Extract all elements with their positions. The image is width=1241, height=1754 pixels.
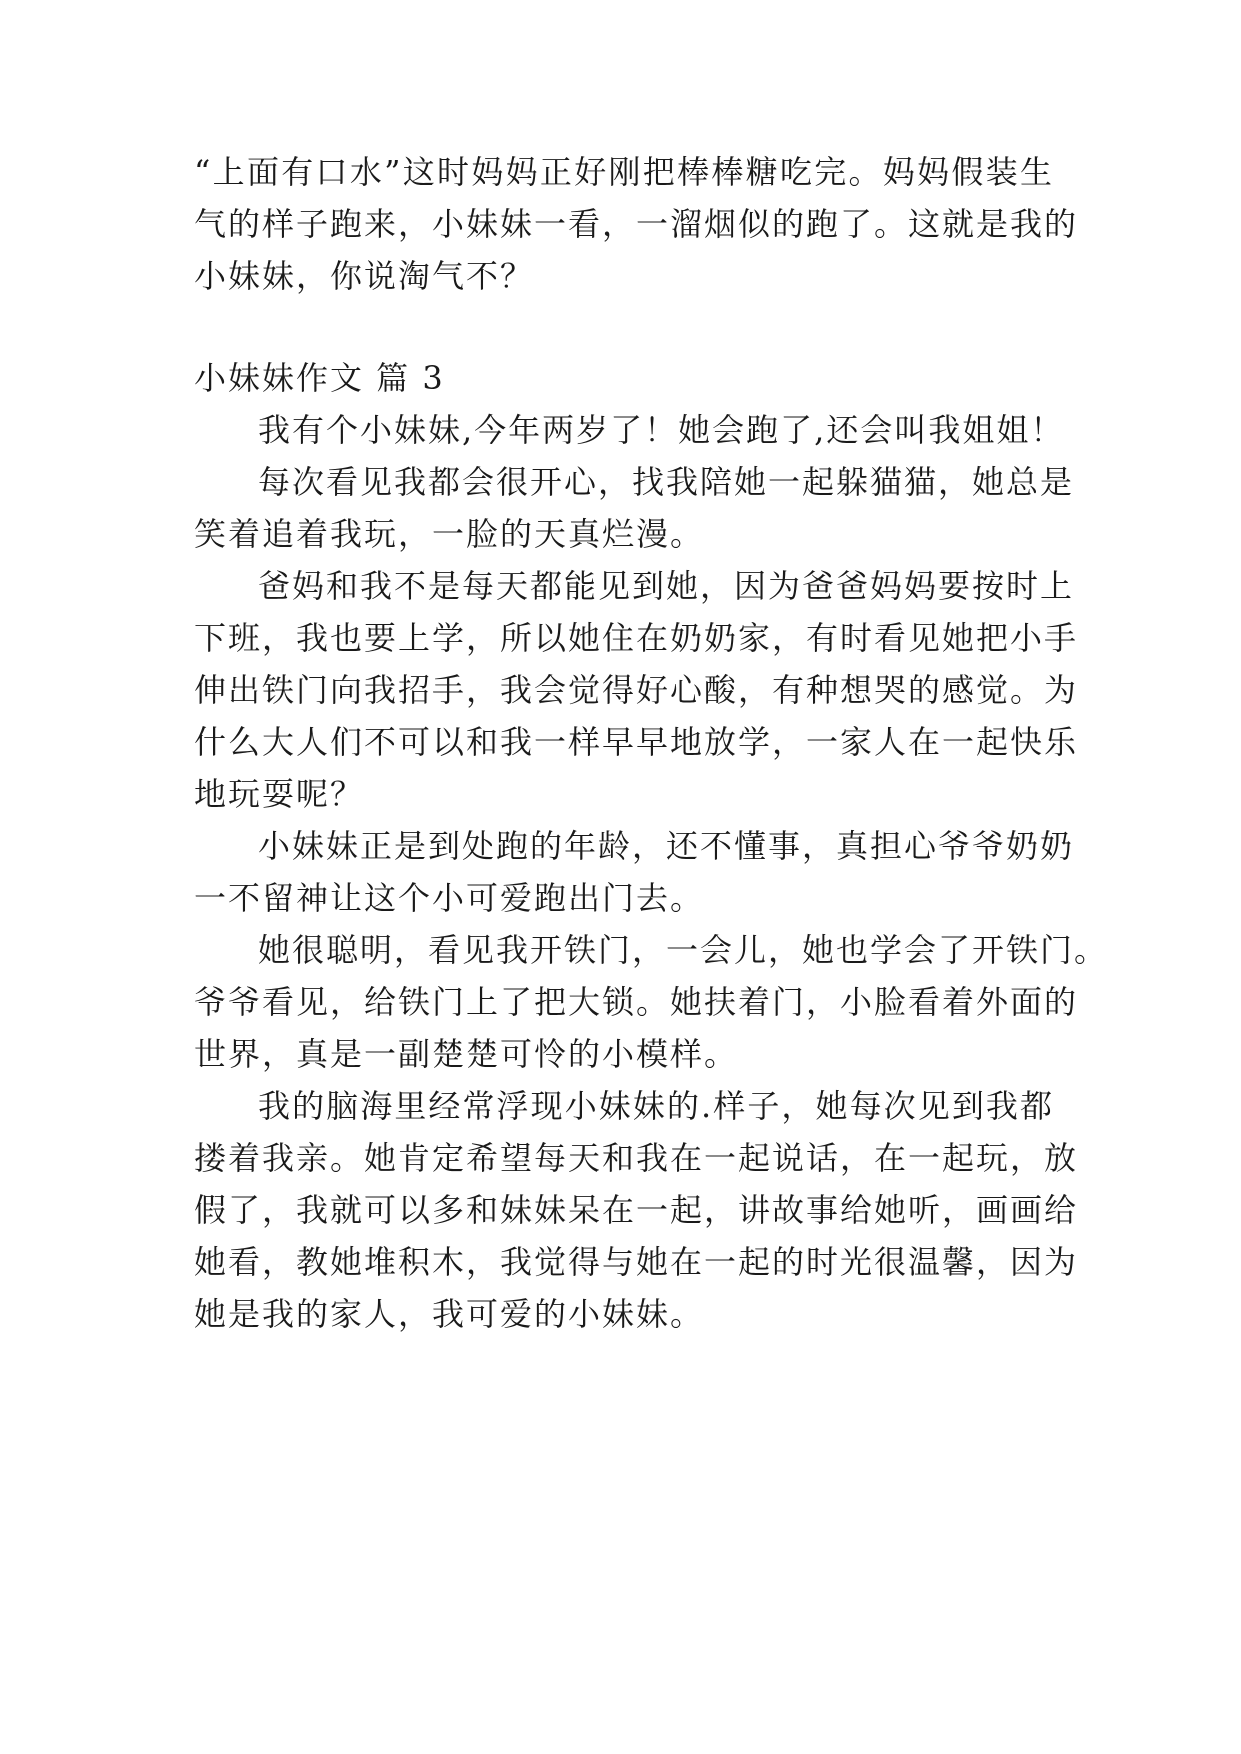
text-line: 搂着我亲。她肯定希望每天和我在一起说话，在一起玩，放: [194, 1139, 1079, 1177]
text-line: 她是我的家人，我可爱的小妹妹。: [194, 1295, 705, 1333]
section-heading: 小妹妹作文 篇 3: [194, 359, 445, 397]
text-line: 我的脑海里经常浮现小妹妹的.样子，她每次见到我都: [258, 1087, 1054, 1125]
text-line: 她看，教她堆积木，我觉得与她在一起的时光很温馨，因为: [194, 1243, 1079, 1281]
text-line: 世界，真是一副楚楚可怜的小模样。: [194, 1035, 739, 1073]
text-line: 小妹妹正是到处跑的年龄，还不懂事，真担心爷爷奶奶: [258, 827, 1075, 865]
text-line: 什么大人们不可以和我一样早早地放学，一家人在一起快乐: [194, 723, 1079, 761]
text-line: 爸妈和我不是每天都能见到她，因为爸爸妈妈要按时上: [258, 567, 1075, 605]
text-line: “上面有口水”这时妈妈正好刚把棒棒糖吃完。妈妈假装生: [194, 153, 1054, 191]
text-line: 气的样子跑来，小妹妹一看，一溜烟似的跑了。这就是我的: [194, 205, 1079, 243]
text-line: 小妹妹，你说淘气不？: [194, 257, 535, 295]
text-line: 笑着追着我玩，一脸的天真烂漫。: [194, 515, 705, 553]
text-line: 每次看见我都会很开心，找我陪她一起躲猫猫，她总是: [258, 463, 1075, 501]
text-line: 一不留神让这个小可爱跑出门去。: [194, 879, 705, 917]
text-line: 我有个小妹妹,今年两岁了！她会跑了,还会叫我姐姐！: [258, 411, 1065, 449]
text-line: 下班，我也要上学，所以她住在奶奶家，有时看见她把小手: [194, 619, 1079, 657]
text-line: 地玩耍呢？: [194, 775, 365, 813]
text-line: 她很聪明，看见我开铁门，一会儿，她也学会了开铁门。: [258, 931, 1109, 969]
text-line: 伸出铁门向我招手，我会觉得好心酸，有种想哭的感觉。为: [194, 671, 1079, 709]
text-line: 爷爷看见，给铁门上了把大锁。她扶着门，小脸看着外面的: [194, 983, 1079, 1021]
text-line: 假了，我就可以多和妹妹呆在一起，讲故事给她听，画画给: [194, 1191, 1079, 1229]
